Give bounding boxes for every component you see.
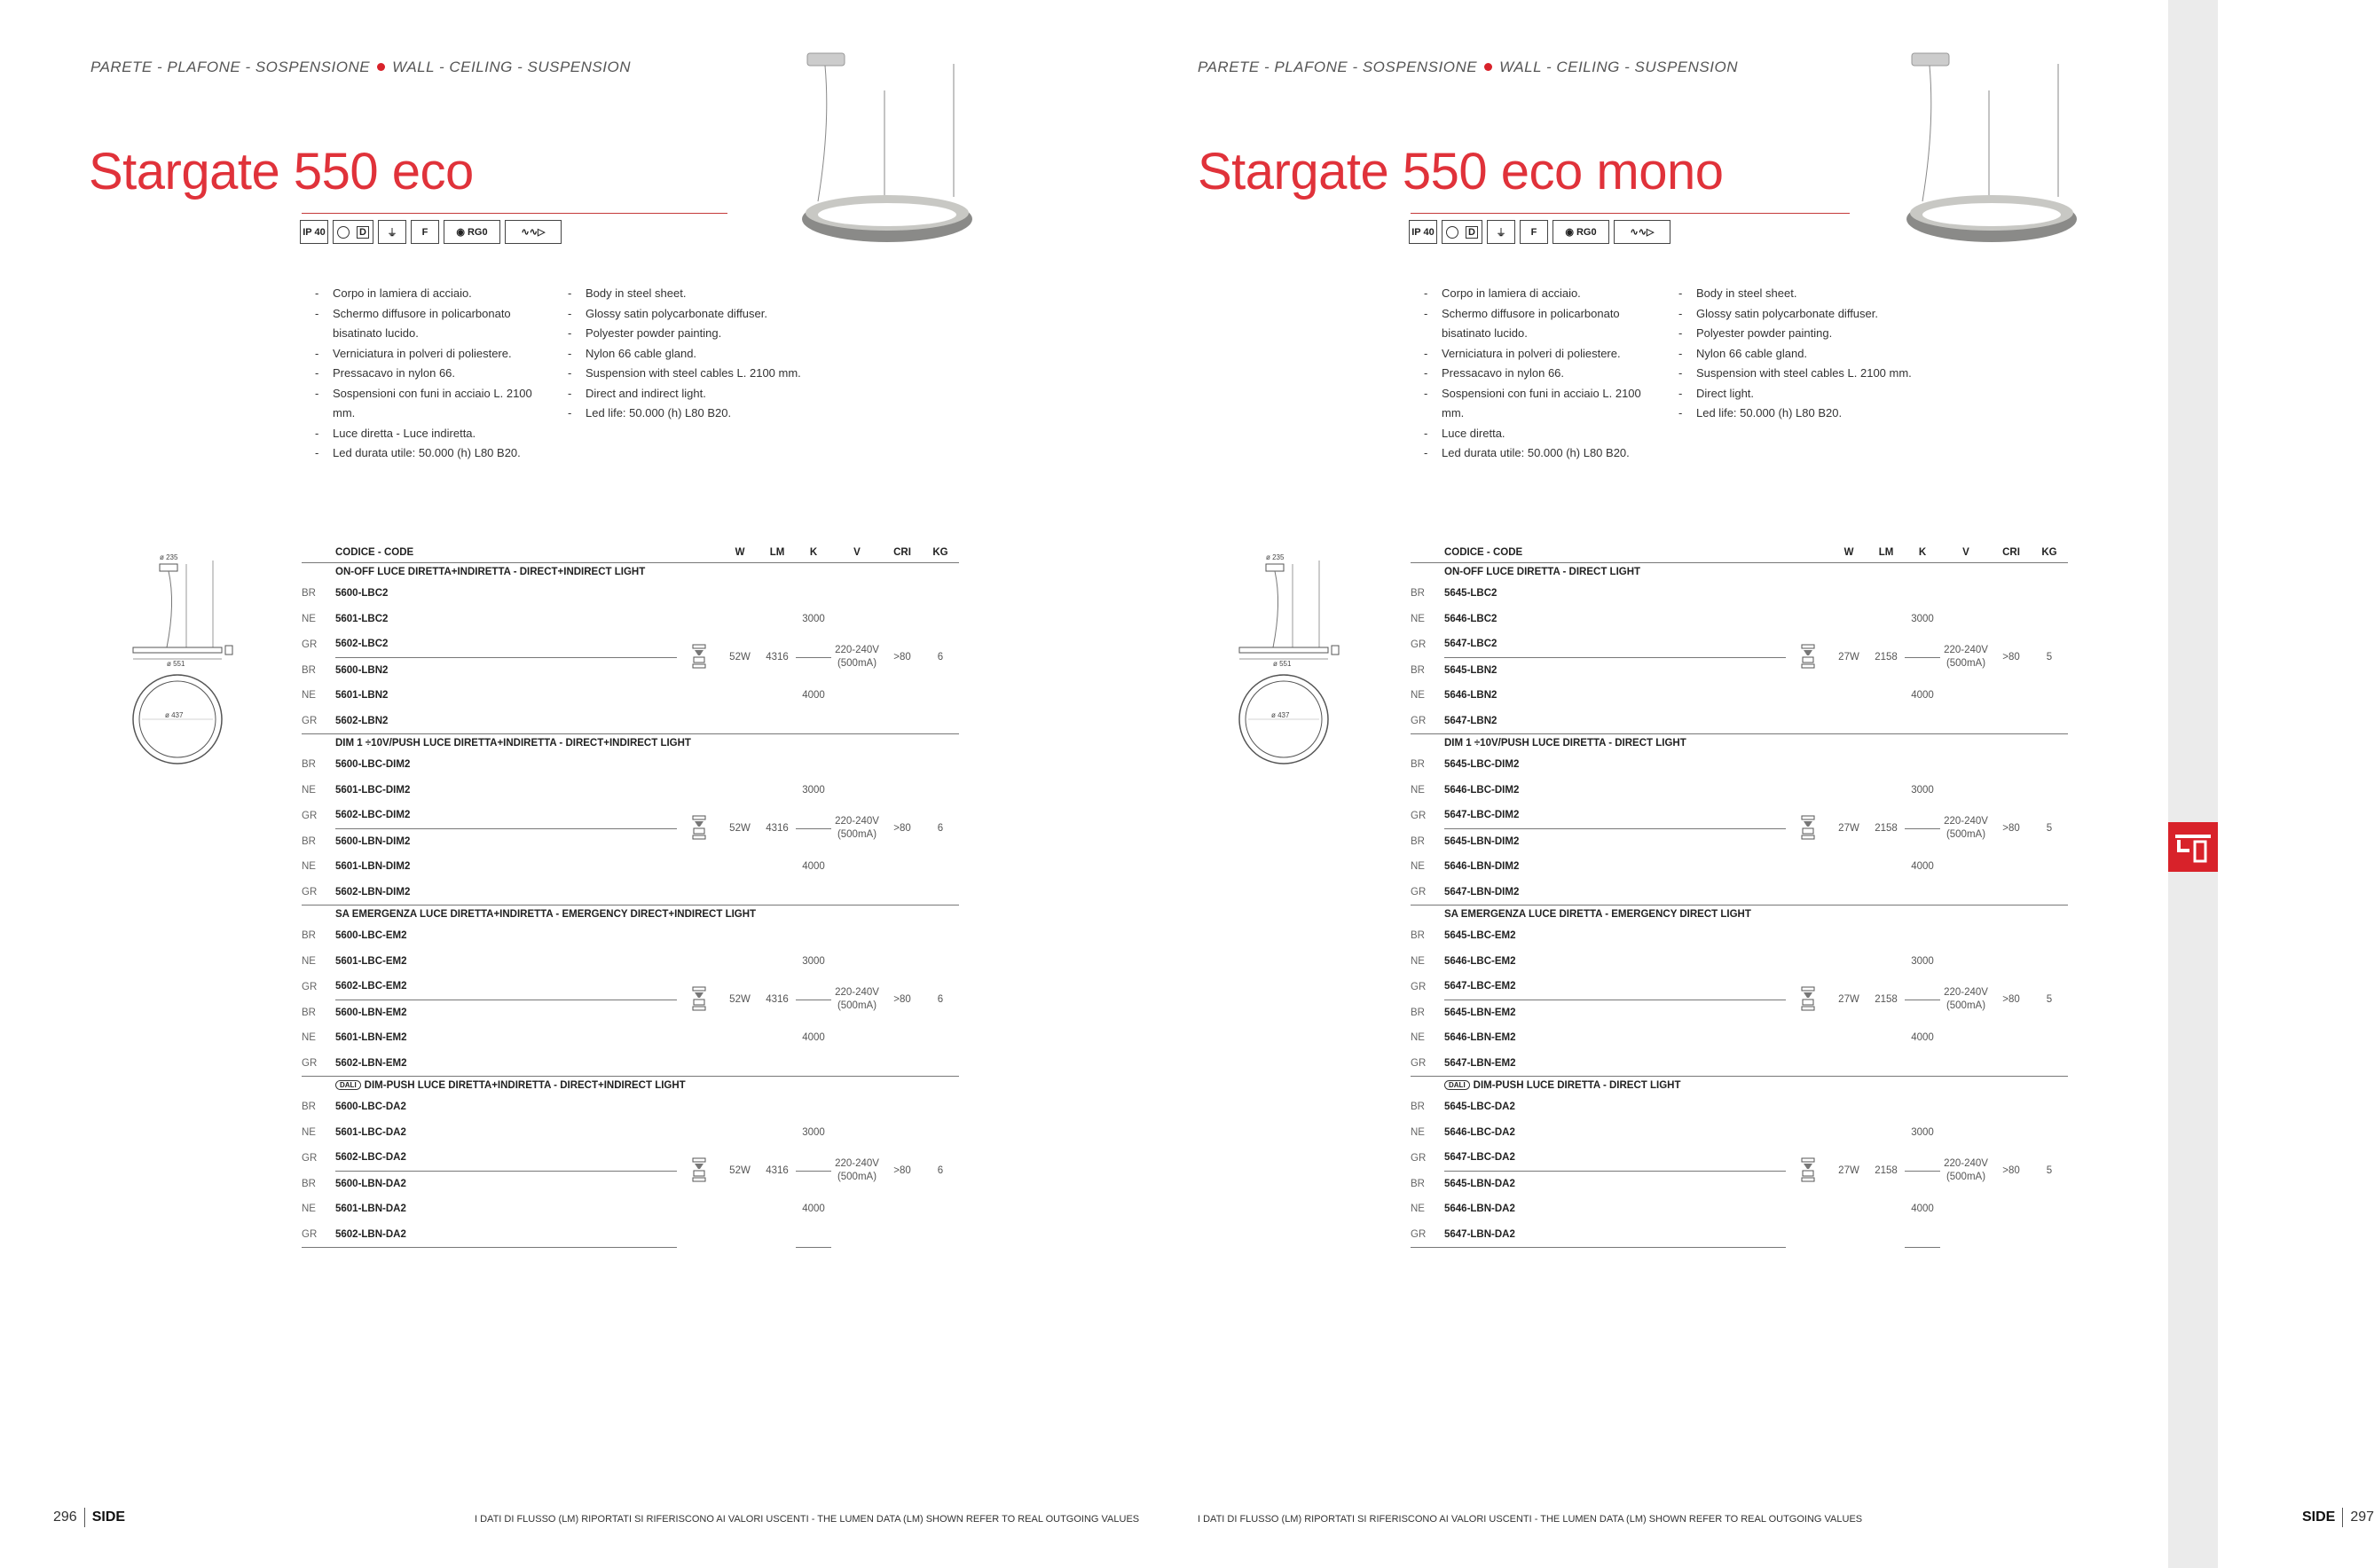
group-title: ON-OFF LUCE DIRETTA+INDIRETTA - DIRECT+INDIRECT LIGHT [335, 567, 646, 577]
product-code[interactable]: 5602-LBC-DIM2 [335, 803, 677, 828]
group-header-row [302, 563, 959, 582]
lamp-profile-icon [1786, 1094, 1830, 1248]
product-code[interactable]: 5602-LBC-DA2 [335, 1145, 677, 1171]
cell-w: 52W [729, 994, 751, 1005]
features-it [315, 284, 554, 464]
finish-code: NE [1411, 690, 1425, 702]
cell-k: 4000 [1911, 690, 1934, 702]
finish-code: NE [302, 1032, 316, 1044]
product-code[interactable]: 5600-LBN2 [335, 664, 389, 676]
feature-item: - Suspension with steel cables L. 2100 mm. [1678, 364, 1945, 384]
feature-item: - Glossy satin polycarbonate diffuser. [1678, 304, 1945, 325]
group-title: SA EMERGENZA LUCE DIRETTA - EMERGENCY DIRECT LIGHT [1444, 909, 1751, 920]
lamp-profile-icon [677, 923, 721, 1077]
col-lm: LM [1878, 547, 1894, 558]
feature-item: - Led durata utile: 50.000 (h) L80 B20. [315, 443, 554, 464]
cell-cri: >80 [893, 823, 911, 834]
cell-kg: 5 [2046, 652, 2053, 662]
cell-kg: 6 [937, 994, 944, 1005]
product-code[interactable]: 5647-LBC-DIM2 [1444, 803, 1786, 828]
cell-v: 220-240V (500mA) [1944, 645, 1988, 669]
finish-code: GR [302, 639, 318, 650]
finish-code: NE [1411, 1032, 1425, 1044]
cell-k: 3000 [802, 955, 825, 967]
group-header-row [302, 734, 959, 753]
finish-code: BR [302, 588, 316, 600]
title-divider [302, 213, 727, 214]
finish-code: GR [302, 810, 318, 821]
feature-item: - Body in steel sheet. [568, 284, 834, 304]
product-code[interactable]: 5647-LBN-DA2 [1444, 1222, 1786, 1248]
cell-cri: >80 [2002, 1165, 2020, 1177]
feature-item: - Sospensioni con funi in acciaio L. 2100 mm. [1424, 384, 1663, 424]
cell-lm: 4316 [766, 652, 789, 662]
feature-item: - Nylon 66 cable gland. [1678, 344, 1945, 365]
product-title: Stargate 550 eco mono [1198, 143, 1724, 200]
group-header-row [1411, 906, 2068, 924]
diffuser-icon: D [1442, 220, 1482, 244]
category-en: WALL - CEILING - SUSPENSION [392, 59, 631, 75]
cell-k: 3000 [1911, 1126, 1934, 1138]
product-code[interactable]: 5647-LBN-DIM2 [1444, 880, 1786, 906]
cell-cri: >80 [2002, 652, 2020, 662]
pendant-lamp-section-icon [2168, 822, 2218, 872]
feature-item: - Suspension with steel cables L. 2100 mm. [568, 364, 834, 384]
col-cri: CRI [893, 547, 911, 558]
product-code[interactable]: 5646-LBN2 [1444, 690, 1498, 702]
cell-lm: 2158 [1875, 1165, 1898, 1177]
product-code[interactable]: 5646-LBC-DA2 [1444, 1126, 1515, 1138]
features-it [1424, 284, 1663, 464]
page-footer [2302, 1508, 2374, 1527]
feature-item: - Luce diretta. [1424, 424, 1663, 444]
section-sidebar [2168, 0, 2218, 1568]
outer-diameter-label: ø 551 [167, 660, 185, 668]
cell-kg: 6 [937, 823, 944, 834]
col-k: K [1918, 547, 1927, 558]
group-header-row [302, 906, 959, 924]
cell-v: 220-240V (500mA) [835, 645, 879, 669]
photobiological-rg0-icon: ◉ RG0 [444, 220, 500, 244]
group-header-row [1411, 563, 2068, 582]
cell-v: 220-240V (500mA) [835, 1158, 879, 1183]
product-code[interactable]: 5601-LBC-EM2 [335, 955, 407, 967]
finish-code: NE [302, 1126, 316, 1138]
cell-k: 3000 [1911, 613, 1934, 624]
product-code[interactable]: 5647-LBN2 [1444, 709, 1786, 734]
finish-code: GR [302, 1152, 318, 1164]
feature-item: - Led durata utile: 50.000 (h) L80 B20. [1424, 443, 1663, 464]
product-code[interactable]: 5646-LBN-DA2 [1444, 1203, 1515, 1215]
table-row [302, 1094, 959, 1120]
cell-k: 4000 [802, 1032, 825, 1044]
finish-code: BR [1411, 1007, 1425, 1018]
feature-item: - Led life: 50.000 (h) L80 B20. [568, 404, 834, 424]
top-diameter-label: ø 235 [1266, 553, 1285, 561]
product-code[interactable]: 5602-LBN-EM2 [335, 1051, 677, 1077]
cell-k: 3000 [802, 1126, 825, 1138]
finish-code: GR [1411, 880, 1444, 906]
product-code[interactable]: 5645-LBC-DIM2 [1444, 759, 1520, 771]
finish-code: NE [302, 613, 316, 624]
cell-cri: >80 [893, 1165, 911, 1177]
finish-code: BR [302, 1102, 316, 1113]
page-footer [53, 1508, 125, 1527]
group-title: SA EMERGENZA LUCE DIRETTA+INDIRETTA - EMERGENCY DIRECT+INDIRECT LIGHT [335, 909, 757, 920]
cell-w: 27W [1838, 823, 1859, 834]
finish-code: NE [302, 690, 316, 702]
dali-badge-icon: DALI [335, 1080, 361, 1090]
product-code[interactable]: 5602-LBN-DIM2 [335, 880, 677, 906]
dimension-drawings [133, 550, 240, 772]
product-code[interactable]: 5645-LBC2 [1444, 588, 1498, 600]
bullet-dot-icon [377, 63, 385, 71]
cell-lm: 4316 [766, 994, 789, 1005]
product-code[interactable]: 5600-LBN-DIM2 [335, 835, 411, 847]
finish-code: GR [1411, 981, 1427, 992]
dali-badge-icon: DALI [1444, 1080, 1470, 1090]
finish-code: GR [302, 981, 318, 992]
group-title: ON-OFF LUCE DIRETTA - DIRECT LIGHT [1444, 567, 1641, 577]
product-code[interactable]: 5647-LBC2 [1444, 631, 1786, 657]
product-code[interactable]: 5601-LBC-DA2 [335, 1126, 406, 1138]
certification-icons [300, 220, 562, 244]
footer-separator [84, 1508, 85, 1527]
finish-code: GR [1411, 810, 1427, 821]
product-code-table [302, 543, 959, 1248]
product-code[interactable]: 5645-LBN-EM2 [1444, 1007, 1516, 1018]
product-code[interactable]: 5646-LBN-EM2 [1444, 1032, 1516, 1044]
cell-k: 3000 [1911, 955, 1934, 967]
cell-w: 52W [729, 1165, 751, 1177]
finish-code: NE [1411, 613, 1425, 624]
finish-code: BR [1411, 759, 1425, 771]
cell-kg: 6 [937, 652, 944, 662]
product-code[interactable]: 5602-LBN2 [335, 709, 677, 734]
col-kg: KG [932, 547, 948, 558]
feature-item: - Polyester powder painting. [568, 324, 834, 344]
finish-code: GR [302, 709, 335, 734]
product-code[interactable]: 5602-LBC2 [335, 631, 677, 657]
photobiological-rg0-icon: ◉ RG0 [1553, 220, 1609, 244]
col-k: K [809, 547, 818, 558]
cell-v: 220-240V (500mA) [1944, 816, 1988, 840]
table-row [1411, 1094, 2068, 1120]
f-mark-icon: F [1520, 220, 1548, 244]
cell-v: 220-240V (500mA) [835, 987, 879, 1011]
group-header-row [1411, 1077, 2068, 1095]
group-title: DIM 1 ÷10V/PUSH LUCE DIRETTA+INDIRETTA - DIRECT+INDIRECT LIGHT [335, 738, 691, 749]
col-w: W [1843, 547, 1854, 558]
table-row [302, 752, 959, 778]
col-cri: CRI [2002, 547, 2020, 558]
cell-cri: >80 [893, 994, 911, 1005]
finish-code: NE [302, 784, 316, 796]
cell-lm: 2158 [1875, 994, 1898, 1005]
col-kg: KG [2041, 547, 2057, 558]
certification-icons [1409, 220, 1670, 244]
section-tab[interactable] [2168, 822, 2218, 872]
lamp-profile-icon [1786, 923, 1830, 1077]
category-it: PARETE - PLAFONE - SOSPENSIONE [90, 59, 371, 75]
cell-cri: >80 [893, 652, 911, 662]
product-code[interactable]: 5600-LBC-DA2 [335, 1102, 406, 1113]
driver-icon: ∿∿▷ [1614, 220, 1670, 244]
finish-code: BR [302, 930, 316, 942]
cell-w: 27W [1838, 1165, 1859, 1177]
inner-diameter-label: ø 437 [165, 711, 184, 719]
finish-code: BR [1411, 588, 1425, 600]
feature-item: - Verniciatura in polveri di poliestere. [1424, 344, 1663, 365]
cell-w: 27W [1838, 994, 1859, 1005]
product-code[interactable]: 5602-LBC-EM2 [335, 974, 677, 1000]
product-code[interactable]: 5645-LBN-DA2 [1444, 1178, 1515, 1189]
col-v: V [853, 546, 861, 558]
feature-item: - Polyester powder painting. [1678, 324, 1945, 344]
product-code[interactable]: 5600-LBC-EM2 [335, 930, 407, 942]
cell-k: 4000 [1911, 1032, 1934, 1044]
feature-item: - Nylon 66 cable gland. [568, 344, 834, 365]
finish-code: NE [302, 861, 316, 873]
product-code[interactable]: 5600-LBN-EM2 [335, 1007, 407, 1018]
product-code[interactable]: 5645-LBN-DIM2 [1444, 835, 1520, 847]
cell-k: 4000 [1911, 861, 1934, 873]
cell-v: 220-240V (500mA) [1944, 1158, 1988, 1183]
col-code: CODICE - CODE [1444, 547, 1523, 558]
cell-kg: 5 [2046, 823, 2053, 834]
product-code[interactable]: 5601-LBC-DIM2 [335, 784, 411, 796]
finish-code: BR [1411, 664, 1425, 676]
table-row [302, 581, 959, 607]
cell-k: 4000 [802, 690, 825, 702]
finish-code: BR [302, 664, 316, 676]
product-code-table [1411, 543, 2068, 1248]
finish-code: BR [1411, 930, 1425, 942]
product-code[interactable]: 5646-LBC-DIM2 [1444, 784, 1520, 796]
category-en: WALL - CEILING - SUSPENSION [1499, 59, 1738, 75]
category-it: PARETE - PLAFONE - SOSPENSIONE [1198, 59, 1478, 75]
inner-diameter-label: ø 437 [1271, 711, 1290, 719]
product-code[interactable]: 5601-LBN-DA2 [335, 1203, 406, 1215]
finish-code: BR [302, 1178, 316, 1189]
product-code[interactable]: 5645-LBN2 [1444, 664, 1498, 676]
cell-k: 3000 [802, 784, 825, 796]
finish-code: GR [1411, 639, 1427, 650]
product-code[interactable]: 5600-LBN-DA2 [335, 1178, 406, 1189]
cell-lm: 2158 [1875, 823, 1898, 834]
product-code[interactable]: 5601-LBC2 [335, 613, 389, 624]
finish-code: BR [302, 759, 316, 771]
cell-w: 52W [729, 823, 751, 834]
feature-item: - Direct light. [1678, 384, 1945, 404]
feature-item: - Luce diretta - Luce indiretta. [315, 424, 554, 444]
cell-kg: 5 [2046, 994, 2053, 1005]
cell-kg: 5 [2046, 1165, 2053, 1177]
category-line [90, 59, 631, 76]
cell-v: 220-240V (500mA) [835, 816, 879, 840]
product-title: Stargate 550 eco [89, 143, 474, 200]
group-header-row [302, 1077, 959, 1095]
finish-code: GR [1411, 1051, 1444, 1077]
bullet-dot-icon [1484, 63, 1492, 71]
feature-item: - Body in steel sheet. [1678, 284, 1945, 304]
cell-k: 4000 [1911, 1203, 1934, 1215]
ground-icon: ⏚ [1487, 220, 1515, 244]
finish-code: NE [1411, 1203, 1425, 1215]
finish-code: GR [1411, 709, 1444, 734]
cell-k: 4000 [802, 1203, 825, 1215]
diffuser-icon: D [333, 220, 373, 244]
lamp-profile-icon [677, 581, 721, 734]
table-row [302, 923, 959, 949]
lamp-profile-icon [1786, 752, 1830, 906]
category-line [1198, 59, 1738, 76]
product-code[interactable]: 5646-LBC-EM2 [1444, 955, 1516, 967]
feature-item: - Pressacavo in nylon 66. [1424, 364, 1663, 384]
footer-separator [2342, 1508, 2343, 1527]
lamp-profile-icon [677, 752, 721, 906]
outer-diameter-label: ø 551 [1273, 660, 1292, 668]
lumen-footnote: I DATI DI FLUSSO (LM) RIPORTATI SI RIFERISCONO AI VALORI USCENTI - THE LUMEN DATA (LM) SHOWN REFER TO REAL OUTGOING VALUES [1198, 1514, 1863, 1525]
product-code[interactable]: 5645-LBC-DA2 [1444, 1102, 1515, 1113]
col-v: V [1962, 546, 1969, 558]
title-divider [1411, 213, 1850, 214]
feature-item: - Corpo in lamiera di acciaio. [315, 284, 554, 304]
ground-icon: ⏚ [378, 220, 406, 244]
feature-item: - Schermo diffusore in policarbonato bisatinato lucido. [1424, 304, 1663, 344]
finish-code: NE [302, 1203, 316, 1215]
finish-code: NE [1411, 1126, 1425, 1138]
group-title: DIM 1 ÷10V/PUSH LUCE DIRETTA - DIRECT LIGHT [1444, 738, 1686, 749]
product-code[interactable]: 5600-LBC2 [335, 588, 389, 600]
finish-code: GR [302, 1222, 335, 1248]
feature-item: - Direct and indirect light. [568, 384, 834, 404]
cell-lm: 4316 [766, 823, 789, 834]
finish-code: NE [1411, 784, 1425, 796]
cell-k: 4000 [802, 861, 825, 873]
feature-item: - Pressacavo in nylon 66. [315, 364, 554, 384]
finish-code: GR [1411, 1152, 1427, 1164]
feature-item: - Sospensioni con funi in acciaio L. 2100 mm. [315, 384, 554, 424]
finish-code: BR [1411, 835, 1425, 847]
product-code[interactable]: 5646-LBN-DIM2 [1444, 861, 1520, 873]
product-code[interactable]: 5600-LBC-DIM2 [335, 759, 411, 771]
feature-item: - Glossy satin polycarbonate diffuser. [568, 304, 834, 325]
group-header-row [1411, 734, 2068, 753]
finish-code: NE [302, 955, 316, 967]
cell-kg: 6 [937, 1165, 944, 1177]
product-code[interactable]: 5647-LBC-DA2 [1444, 1145, 1786, 1171]
top-diameter-label: ø 235 [160, 553, 178, 561]
product-image [1903, 46, 2080, 259]
cell-w: 27W [1838, 652, 1859, 662]
cell-v: 220-240V (500mA) [1944, 987, 1988, 1011]
cell-cri: >80 [2002, 823, 2020, 834]
table-row [1411, 923, 2068, 949]
table-row [1411, 752, 2068, 778]
product-code[interactable]: 5601-LBN2 [335, 690, 389, 702]
finish-code: GR [302, 1051, 335, 1077]
driver-icon: ∿∿▷ [505, 220, 562, 244]
finish-code: BR [302, 835, 316, 847]
brand-label: SIDE [91, 1509, 126, 1525]
feature-item: - Schermo diffusore in policarbonato bisatinato lucido. [315, 304, 554, 344]
ip40-icon: IP 40 [300, 220, 328, 244]
col-lm: LM [769, 547, 785, 558]
feature-item: - Led life: 50.000 (h) L80 B20. [1678, 404, 1945, 424]
finish-code: NE [1411, 861, 1425, 873]
finish-code: BR [1411, 1102, 1425, 1113]
finish-code: NE [1411, 955, 1425, 967]
finish-code: BR [1411, 1178, 1425, 1189]
finish-code: GR [302, 880, 335, 906]
features-en [568, 284, 834, 424]
lamp-profile-icon [677, 1094, 721, 1248]
cell-cri: >80 [2002, 994, 2020, 1005]
product-code[interactable]: 5601-LBN-EM2 [335, 1032, 407, 1044]
table-row [1411, 581, 2068, 607]
product-code[interactable]: 5645-LBC-EM2 [1444, 930, 1516, 942]
lumen-footnote: I DATI DI FLUSSO (LM) RIPORTATI SI RIFERISCONO AI VALORI USCENTI - THE LUMEN DATA (LM) SHOWN REFER TO REAL OUTGOING VALUES [475, 1514, 1140, 1525]
col-w: W [735, 547, 745, 558]
cell-k: 3000 [1911, 784, 1934, 796]
page-number: 297 [2350, 1509, 2374, 1525]
product-code[interactable]: 5647-LBN-EM2 [1444, 1051, 1786, 1077]
cell-lm: 4316 [766, 1165, 789, 1177]
feature-item: - Corpo in lamiera di acciaio. [1424, 284, 1663, 304]
brand-label: SIDE [2302, 1509, 2336, 1525]
group-title: DIM-PUSH LUCE DIRETTA+INDIRETTA - DIRECT+INDIRECT LIGHT [364, 1080, 686, 1091]
catalog-page-right [1109, 0, 2374, 1568]
col-code: CODICE - CODE [335, 547, 414, 558]
page-number: 296 [53, 1509, 77, 1525]
product-code[interactable]: 5601-LBN-DIM2 [335, 861, 411, 873]
features-en [1678, 284, 1945, 424]
feature-item: - Verniciatura in polveri di poliestere. [315, 344, 554, 365]
cell-k: 3000 [802, 613, 825, 624]
group-title: DIM-PUSH LUCE DIRETTA - DIRECT LIGHT [1473, 1080, 1681, 1091]
finish-code: GR [1411, 1222, 1444, 1248]
cell-w: 52W [729, 652, 751, 662]
lamp-profile-icon [1786, 581, 1830, 734]
product-image [798, 46, 976, 259]
product-code[interactable]: 5647-LBC-EM2 [1444, 974, 1786, 1000]
product-code[interactable]: 5602-LBN-DA2 [335, 1222, 677, 1248]
f-mark-icon: F [411, 220, 439, 244]
ip40-icon: IP 40 [1409, 220, 1437, 244]
finish-code: BR [302, 1007, 316, 1018]
product-code[interactable]: 5646-LBC2 [1444, 613, 1498, 624]
cell-lm: 2158 [1875, 652, 1898, 662]
dimension-drawings [1239, 550, 1346, 772]
catalog-page-left [0, 0, 1140, 1568]
